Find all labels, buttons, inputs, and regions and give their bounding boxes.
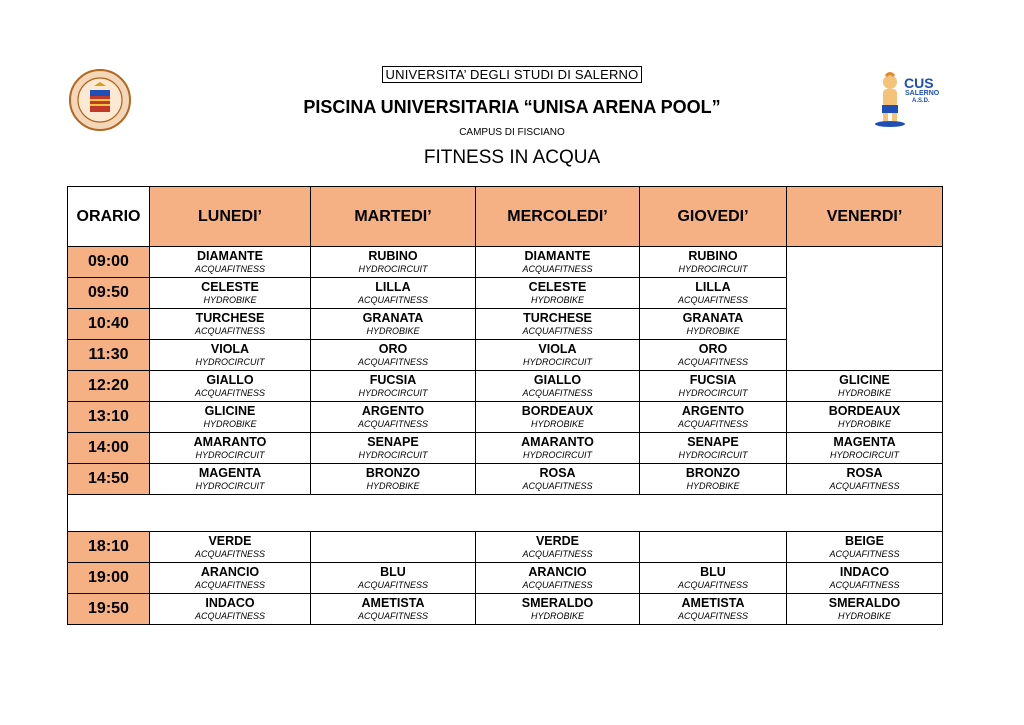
- class-cell: [787, 371, 943, 402]
- class-cell: [640, 563, 787, 594]
- class-cell: [150, 563, 311, 594]
- class-name: BRONZO: [685, 466, 741, 480]
- class-type: ACQUAFITNESS: [522, 549, 593, 559]
- class-name: DIAMANTE: [197, 249, 263, 263]
- class-cell: [150, 371, 311, 402]
- class-type: HYDROCIRCUIT: [830, 450, 899, 460]
- class-type: HYDROCIRCUIT: [358, 388, 428, 398]
- class-cell: [150, 532, 311, 563]
- class-type: HYDROCIRCUIT: [195, 481, 265, 491]
- class-cell: [476, 402, 640, 433]
- time-cell: 18:10: [68, 532, 150, 563]
- class-cell: [311, 247, 476, 278]
- class-name: VERDE: [535, 534, 580, 548]
- class-name: DIAMANTE: [524, 249, 591, 263]
- class-name: AMETISTA: [361, 596, 425, 610]
- separator-cell: [68, 495, 943, 532]
- class-type: HYDROBIKE: [203, 295, 257, 305]
- class-type: HYDROCIRCUIT: [678, 450, 748, 460]
- class-cell: [787, 433, 943, 464]
- class-type: ACQUAFITNESS: [677, 580, 748, 590]
- class-cell: [640, 371, 787, 402]
- time-cell: 13:10: [68, 402, 150, 433]
- class-cell: [476, 340, 640, 371]
- class-cell: [476, 309, 640, 340]
- pool-title: PISCINA UNIVERSITARIA “UNISA ARENA POOL”: [303, 97, 721, 117]
- class-name: GLICINE: [839, 373, 890, 387]
- class-type: ACQUAFITNESS: [522, 264, 593, 274]
- class-type: ACQUAFITNESS: [194, 388, 265, 398]
- day-header-friday: VENERDI’: [787, 187, 943, 247]
- class-type: ACQUAFITNESS: [357, 419, 428, 429]
- class-cell: [311, 563, 476, 594]
- class-type: ACQUAFITNESS: [522, 388, 593, 398]
- class-name: FUCSIA: [369, 373, 417, 387]
- class-cell: [150, 340, 311, 371]
- table-row: [68, 532, 943, 563]
- class-type: ACQUAFITNESS: [194, 580, 265, 590]
- class-cell: [311, 340, 476, 371]
- class-name: AMARANTO: [521, 435, 594, 449]
- asd-logo-text: A.S.D.: [912, 98, 930, 104]
- class-name: ARANCIO: [528, 565, 587, 579]
- class-type: HYDROCIRCUIT: [195, 357, 265, 367]
- class-cell: [150, 278, 311, 309]
- class-type: HYDROBIKE: [366, 481, 420, 491]
- class-name: ROSA: [846, 466, 883, 480]
- class-cell: [311, 371, 476, 402]
- class-name: FUCSIA: [689, 373, 737, 387]
- class-name: ARGENTO: [681, 404, 745, 418]
- class-name: MAGENTA: [833, 435, 896, 449]
- class-type: ACQUAFITNESS: [194, 549, 265, 559]
- class-type: ACQUAFITNESS: [677, 611, 748, 621]
- class-cell: [311, 464, 476, 495]
- class-type: ACQUAFITNESS: [829, 580, 900, 590]
- cus-logo-text: CUS: [904, 75, 934, 91]
- table-row: [68, 433, 943, 464]
- class-cell: [640, 309, 787, 340]
- class-name: BORDEAUX: [828, 404, 901, 418]
- time-cell: 14:00: [68, 433, 150, 464]
- class-cell: [476, 247, 640, 278]
- class-type: HYDROCIRCUIT: [358, 450, 428, 460]
- day-header-wednesday: MERCOLEDI’: [476, 187, 640, 247]
- section-title: FITNESS IN ACQUA: [423, 147, 601, 168]
- time-cell: 14:50: [68, 464, 150, 495]
- class-name: BLU: [380, 565, 406, 579]
- class-name: ORO: [698, 342, 728, 356]
- class-type: HYDROBIKE: [837, 388, 891, 398]
- class-name: ROSA: [539, 466, 576, 480]
- time-cell: 19:50: [68, 594, 150, 625]
- class-cell: [787, 563, 943, 594]
- class-cell: [476, 563, 640, 594]
- class-cell: [787, 464, 943, 495]
- class-name: SMERALDO: [521, 596, 594, 610]
- class-name: TURCHESE: [523, 311, 592, 325]
- table-row: [68, 247, 943, 278]
- class-name: RUBINO: [688, 249, 738, 263]
- class-name: GRANATA: [362, 311, 424, 325]
- class-name: GIALLO: [533, 373, 582, 387]
- class-type: HYDROCIRCUIT: [358, 264, 428, 274]
- table-row: [68, 464, 943, 495]
- class-cell: [640, 433, 787, 464]
- class-type: HYDROCIRCUIT: [678, 264, 748, 274]
- class-name: ORO: [378, 342, 408, 356]
- class-name: VIOLA: [538, 342, 577, 356]
- campus-name: CAMPUS DI FISCIANO: [459, 127, 565, 138]
- class-name: RUBINO: [368, 249, 418, 263]
- day-header-thursday: GIOVEDI’: [640, 187, 787, 247]
- orario-header: ORARIO: [68, 187, 150, 247]
- day-header-monday: LUNEDI’: [150, 187, 311, 247]
- class-type: HYDROBIKE: [530, 611, 584, 621]
- class-name: AMARANTO: [193, 435, 267, 449]
- class-name: VERDE: [208, 534, 252, 548]
- class-type: ACQUAFITNESS: [194, 611, 265, 621]
- table-row: [68, 402, 943, 433]
- empty-cell: [311, 532, 476, 563]
- document-header: [0, 66, 1024, 169]
- class-type: HYDROBIKE: [366, 326, 420, 336]
- class-cell: [640, 340, 787, 371]
- class-name: TURCHESE: [195, 311, 265, 325]
- class-cell: [787, 532, 943, 563]
- class-type: ACQUAFITNESS: [677, 419, 748, 429]
- class-type: ACQUAFITNESS: [829, 549, 900, 559]
- time-cell: 10:40: [68, 309, 150, 340]
- class-name: GRANATA: [682, 311, 744, 325]
- class-cell: [150, 247, 311, 278]
- class-name: BRONZO: [365, 466, 421, 480]
- class-cell: [476, 278, 640, 309]
- class-name: CELESTE: [528, 280, 587, 294]
- class-name: AMETISTA: [681, 596, 745, 610]
- class-cell: [150, 433, 311, 464]
- class-name: ARANCIO: [200, 565, 260, 579]
- class-cell: [150, 309, 311, 340]
- class-type: ACQUAFITNESS: [677, 357, 748, 367]
- class-name: BEIGE: [845, 534, 884, 548]
- class-cell: [476, 433, 640, 464]
- class-name: GLICINE: [204, 404, 256, 418]
- class-type: HYDROCIRCUIT: [195, 450, 265, 460]
- empty-friday-cell: [787, 247, 943, 371]
- class-name: VIOLA: [210, 342, 250, 356]
- class-name: SENAPE: [687, 435, 739, 449]
- time-cell: 12:20: [68, 371, 150, 402]
- class-cell: [640, 402, 787, 433]
- class-name: INDACO: [205, 596, 255, 610]
- table-row: [68, 371, 943, 402]
- class-name: LILLA: [375, 280, 411, 294]
- class-type: HYDROCIRCUIT: [523, 450, 592, 460]
- class-type: HYDROBIKE: [837, 419, 891, 429]
- class-cell: [150, 464, 311, 495]
- time-cell: 11:30: [68, 340, 150, 371]
- class-name: SMERALDO: [828, 596, 901, 610]
- class-cell: [150, 402, 311, 433]
- schedule-table: [67, 186, 943, 625]
- class-type: ACQUAFITNESS: [522, 481, 593, 491]
- class-type: HYDROBIKE: [686, 481, 740, 491]
- class-name: SENAPE: [367, 435, 419, 449]
- day-header-tuesday: MARTEDI’: [311, 187, 476, 247]
- class-cell: [640, 464, 787, 495]
- class-type: ACQUAFITNESS: [357, 357, 428, 367]
- class-cell: [311, 278, 476, 309]
- class-type: HYDROCIRCUIT: [523, 357, 592, 367]
- class-name: CELESTE: [201, 280, 259, 294]
- class-name: LILLA: [695, 280, 731, 294]
- header-row: [68, 187, 943, 247]
- class-type: HYDROBIKE: [837, 611, 891, 621]
- class-type: ACQUAFITNESS: [194, 326, 265, 336]
- table-row: [68, 594, 943, 625]
- separator-row: [68, 495, 943, 532]
- class-cell: [311, 594, 476, 625]
- class-cell: [476, 371, 640, 402]
- salerno-logo-text: SALERNO: [905, 90, 940, 97]
- class-cell: [787, 402, 943, 433]
- class-type: ACQUAFITNESS: [522, 580, 593, 590]
- class-cell: [311, 433, 476, 464]
- table-row: [68, 563, 943, 594]
- class-type: ACQUAFITNESS: [357, 295, 428, 305]
- class-name: INDACO: [839, 565, 890, 579]
- class-type: HYDROBIKE: [530, 295, 584, 305]
- class-cell: [476, 532, 640, 563]
- empty-cell: [640, 532, 787, 563]
- class-type: ACQUAFITNESS: [677, 295, 748, 305]
- class-cell: [311, 402, 476, 433]
- university-name: UNIVERSITA’ DEGLI STUDI DI SALERNO: [382, 66, 643, 83]
- class-name: BORDEAUX: [521, 404, 594, 418]
- class-name: ARGENTO: [361, 404, 425, 418]
- class-cell: [640, 594, 787, 625]
- class-type: ACQUAFITNESS: [357, 580, 428, 590]
- class-cell: [640, 278, 787, 309]
- class-type: HYDROBIKE: [203, 419, 257, 429]
- class-name: GIALLO: [206, 373, 254, 387]
- class-cell: [787, 594, 943, 625]
- class-cell: [150, 594, 311, 625]
- class-name: MAGENTA: [198, 466, 262, 480]
- class-type: ACQUAFITNESS: [829, 481, 900, 491]
- class-cell: [311, 309, 476, 340]
- class-type: ACQUAFITNESS: [357, 611, 428, 621]
- class-type: ACQUAFITNESS: [522, 326, 593, 336]
- class-cell: [640, 247, 787, 278]
- class-name: BLU: [700, 565, 726, 579]
- class-type: HYDROBIKE: [530, 419, 584, 429]
- class-cell: [476, 464, 640, 495]
- time-cell: 09:50: [68, 278, 150, 309]
- class-type: ACQUAFITNESS: [194, 264, 265, 274]
- class-type: HYDROBIKE: [686, 326, 740, 336]
- class-cell: [476, 594, 640, 625]
- time-cell: 09:00: [68, 247, 150, 278]
- class-type: HYDROCIRCUIT: [678, 388, 748, 398]
- time-cell: 19:00: [68, 563, 150, 594]
